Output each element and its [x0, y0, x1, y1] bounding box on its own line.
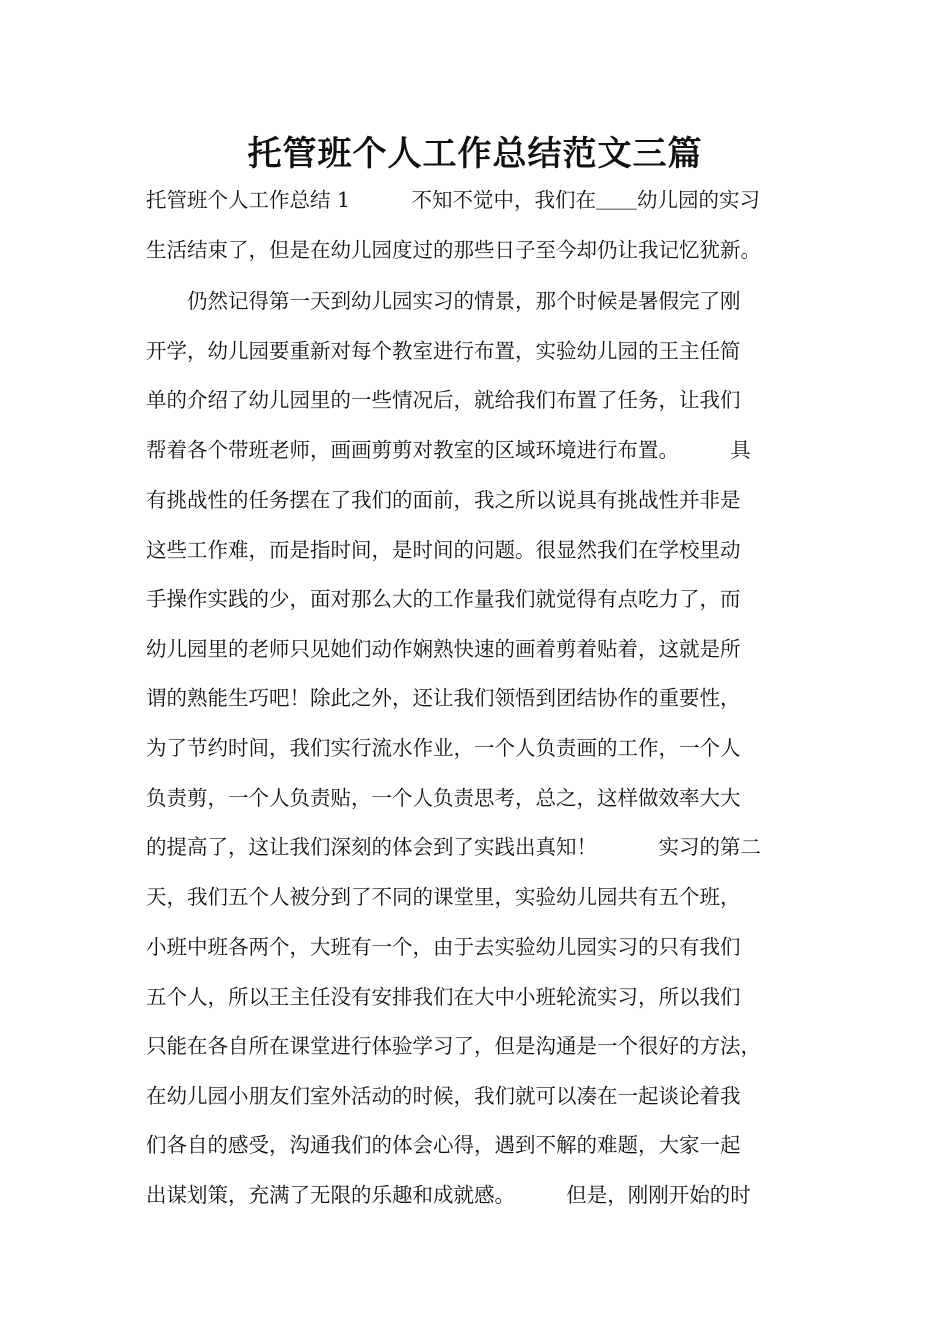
body-line-6: 帮着各个带班老师，画画剪剪对教室的区域环境进行布置。 具	[146, 438, 751, 462]
body-line-15: 天，我们五个人被分到了不同的课堂里，实验幼儿园共有五个班，	[146, 885, 741, 909]
body-line-11: 谓的熟能生巧吧！除此之外，还让我们领悟到团结协作的重要性，	[146, 686, 741, 710]
body-line-1: 托管班个人工作总结 1 不知不觉中，我们在＿＿幼儿园的实习	[146, 188, 761, 212]
body-line-4: 开学，幼儿园要重新对每个教室进行布置，实验幼儿园的王主任简	[146, 339, 741, 363]
body-line-13: 负责剪，一个人负责贴，一个人负责思考，总之，这样做效率大大	[146, 786, 741, 810]
body-line-8: 这些工作难，而是指时间，是时间的问题。很显然我们在学校里动	[146, 538, 741, 562]
body-line-12: 为了节约时间，我们实行流水作业，一个人负责画的工作，一个人	[146, 736, 741, 760]
body-line-19: 在幼儿园小朋友们室外活动的时候，我们就可以凑在一起谈论着我	[146, 1084, 741, 1108]
body-line-7: 有挑战性的任务摆在了我们的面前，我之所以说具有挑战性并非是	[146, 488, 741, 512]
body-line-20: 们各自的感受，沟通我们的体会心得，遇到不解的难题，大家一起	[146, 1133, 741, 1157]
body-line-14: 的提高了，这让我们深刻的体会到了实践出真知！ 实习的第二	[146, 835, 761, 859]
body-line-18: 只能在各自所在课堂进行体验学习了，但是沟通是一个很好的方法，	[146, 1034, 761, 1058]
body-line-10: 幼儿园里的老师只见她们动作娴熟快速的画着剪着贴着，这就是所	[146, 637, 741, 661]
body-line-3: 仍然记得第一天到幼儿园实习的情景，那个时候是暑假完了刚	[146, 289, 741, 313]
body-line-2: 生活结束了，但是在幼儿园度过的那些日子至今却仍让我记忆犹新。	[146, 238, 761, 262]
body-line-21: 出谋划策，充满了无限的乐趣和成就感。 但是，刚刚开始的时	[146, 1183, 751, 1207]
body-line-16: 小班中班各两个，大班有一个，由于去实验幼儿园实习的只有我们	[146, 935, 741, 959]
body-line-5: 单的介绍了幼儿园里的一些情况后，就给我们布置了任务，让我们	[146, 388, 741, 412]
body-line-17: 五个人，所以王主任没有安排我们在大中小班轮流实习，所以我们	[146, 985, 741, 1009]
document-title: 托管班个人工作总结范文三篇	[247, 134, 703, 174]
body-line-9: 手操作实践的少，面对那么大的工作量我们就觉得有点吃力了，而	[146, 587, 741, 611]
